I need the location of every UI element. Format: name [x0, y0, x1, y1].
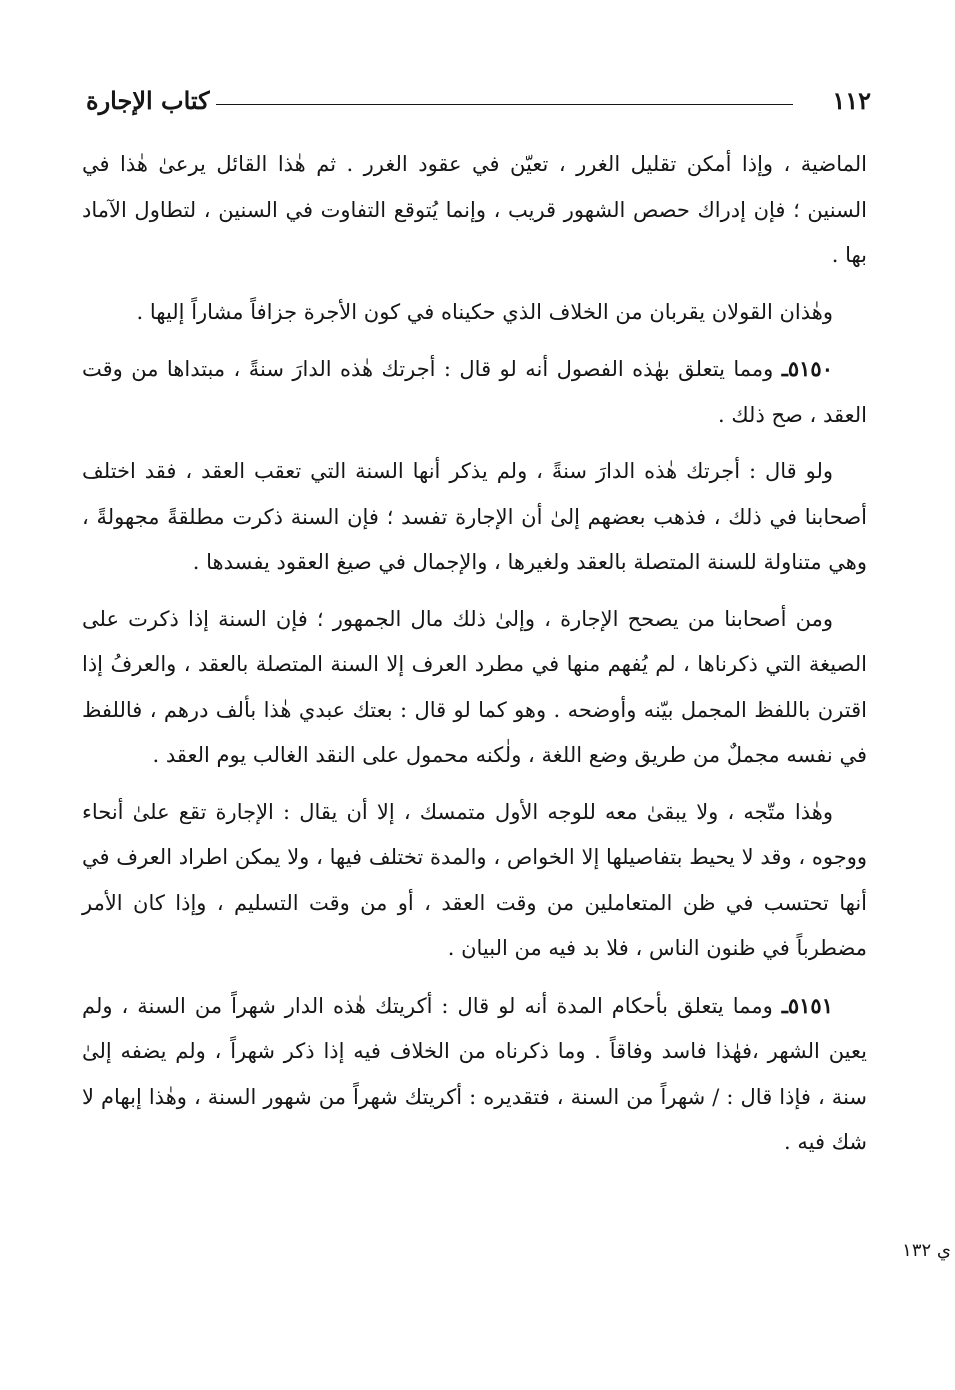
running-header: [86, 86, 871, 122]
paragraph-continuation: [82, 142, 867, 279]
paragraph: [82, 290, 867, 336]
paragraph-text: وهٰذا متّجه ، ولا يبقىٰ معه للوجه الأول متمسك ، إلا أن يقال : الإجارة تقع علىٰ أنحاء ووجوه ، وقد لا يحيط بتفاصيلها إلا الخواص ، والمدة تختلف فيها ، ولا يمكن اطراد العرف في أنها تحتسب في ظن المتعاملين من وقت العقد ، أو من وقت التسليم ، وإذا كان الأمر مضطرباً في ظنون الناس ، فلا بد فيه من البيان .: [82, 799, 867, 960]
paragraph: [82, 449, 867, 586]
section-number: ٥١٥٠ـ: [781, 356, 833, 381]
paragraph-text: وهٰذان القولان يقربان من الخلاف الذي حكيناه في كون الأجرة جزافاً مشاراً إليها .: [136, 299, 833, 324]
paragraph-text: ومما يتعلق بهٰذه الفصول أنه لو قال : أجرتك هٰذه الدارَ سنةً ، مبتداها من وقت العقد ، صح ذلك .: [82, 357, 867, 427]
paragraph-text: الماضية ، وإذا أمكن تقليل الغرر ، تعيّن في عقود الغرر . ثم هٰذا القائل يرعىٰ هٰذا في السنين ؛ فإن إدراك حصص الشهور قريب ، وإنما يُتوقع التفاوت في السنين ، لتطاول الآماد بها .: [82, 152, 867, 267]
page-number: ١١٢: [832, 86, 871, 115]
paragraph-text: ومما يتعلق بأحكام المدة أنه لو قال : أكريتك هٰذه الدار شهراً من السنة ، ولم يعين الشهر ،فهٰذا فاسد وفاقاً . وما ذكرناه من الخلاف فيه إذا ذكر شهراً ، ولم يضفه إلىٰ سنة ، فإذا قال : / شهراً من السنة ، فتقديره : أكريتك شهراً من شهور السنة ، وهٰذا إبهام لا شك فيه .: [82, 993, 867, 1154]
paragraph-text: ومن أصحابنا من يصحح الإجارة ، وإلىٰ ذلك مال الجمهور ؛ فإن السنة إذا ذكرت على الصيغة التي ذكرناها ، لم يُفهم منها في مطرد العرف إلا السنة المتصلة بالعقد ، والعرفُ إذا اقترن باللفظ المجمل بيّنه وأوضحه . وهو كما لو قال : بعتك عبدي هٰذا بألف درهم ، فاللفظ في نفسه مجملٌ من طريق وضع اللغة ، ولٰكنه محمول على النقد الغالب يوم العقد .: [82, 606, 867, 767]
numbered-paragraph: [82, 346, 867, 438]
chapter-title: كتاب الإجارة: [86, 86, 210, 115]
section-number: ٥١٥١ـ: [781, 992, 833, 1018]
manuscript-folio-note: ي ١٣٢: [902, 1240, 951, 1261]
numbered-paragraph: [82, 983, 867, 1166]
paragraph: [82, 790, 867, 972]
header-rule: [216, 104, 793, 105]
paragraph: [82, 597, 867, 779]
body-text: [82, 142, 867, 1177]
paragraph-text: ولو قال : أجرتك هٰذه الدارَ سنةً ، ولم يذكر أنها السنة التي تعقب العقد ، فقد اختلف أصحابنا في ذلك ، فذهب بعضهم إلىٰ أن الإجارة تفسد ؛ فإن السنة ذكرت مطلقةً مجهولةً ، وهي متناولة للسنة المتصلة بالعقد ولغيرها ، والإجمال في صيغ العقود يفسدها .: [82, 459, 867, 574]
